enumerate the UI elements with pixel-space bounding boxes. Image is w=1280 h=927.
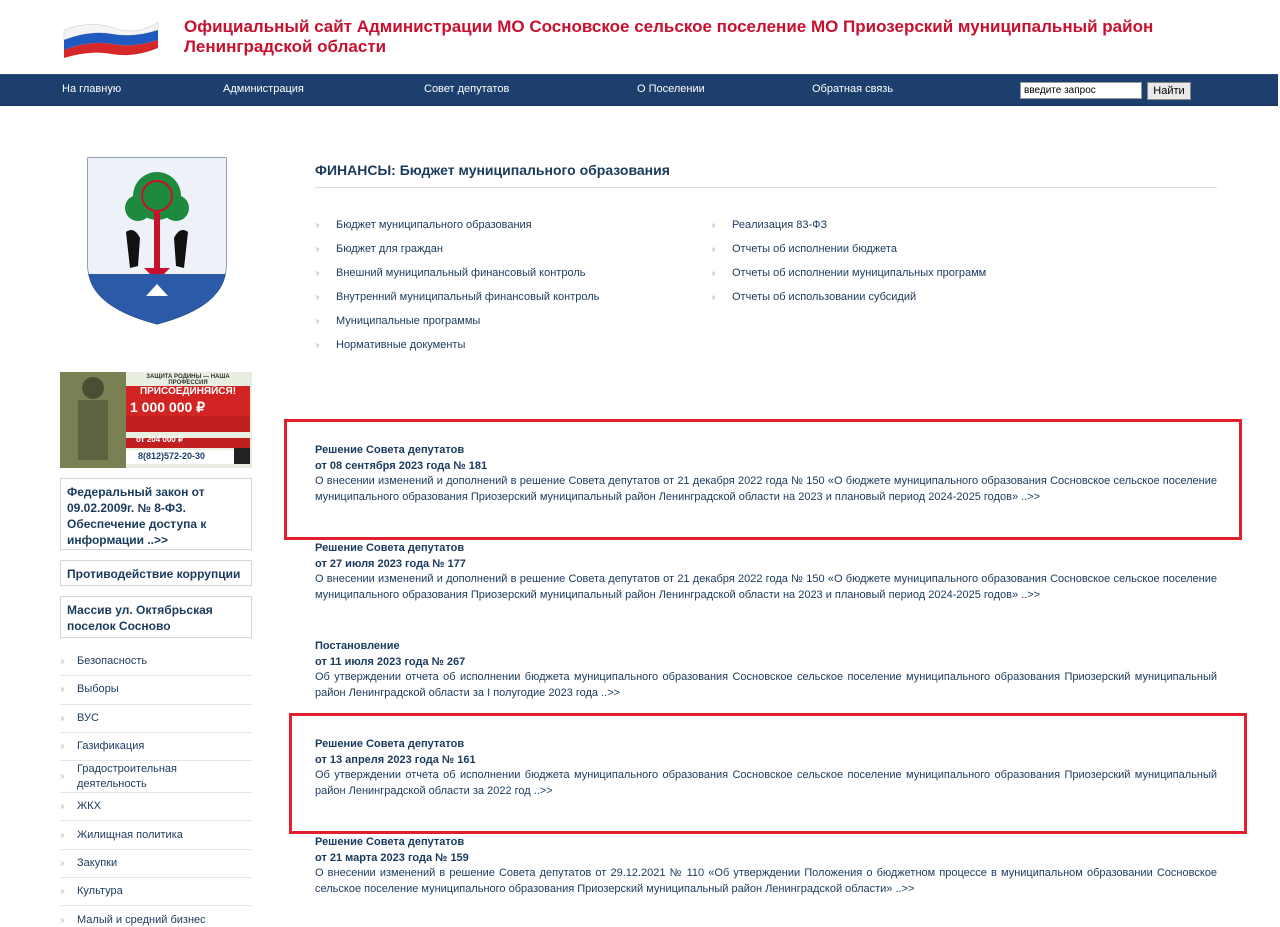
- news-text[interactable]: О внесении изменений и дополнений в решение Совета депутатов от 21 декабря 2022 года № 150 «О бюджете муниципального образования Сосновское сельское поселение муниципального образования Приозерский муниципальный район Ленинградской области на 2023 и плановый период 2024-2025 годов» ..>>: [315, 573, 1217, 601]
- sidebar-item-security[interactable]: ›› Безопасность: [60, 648, 252, 676]
- news-date: от 08 сентября 2023 года № 181: [315, 459, 488, 472]
- news-item: [315, 541, 1217, 603]
- highlight-box: [284, 419, 1242, 540]
- finance-link-citizens-budget[interactable]: ›› Бюджет для граждан: [315, 243, 443, 255]
- finance-links-left: [315, 213, 599, 357]
- double-chevron-icon: ››: [315, 339, 318, 351]
- sidebar-box-anticorruption[interactable]: Противодействие коррупции: [60, 560, 252, 586]
- news-text[interactable]: О внесении изменений в решение Совета депутатов от 29.12.2021 № 110 «Об утверждении Положения о бюджетном процессе в муниципальном образовании Сосновское сельское поселение муниципального образования Приозерский муниципальный район Ленинградской области» ..>>: [315, 867, 1217, 895]
- sidebar-box-federal-law[interactable]: Федеральный закон от 09.02.2009г. № 8-ФЗ. Обеспечение доступа к информации ..>>: [60, 478, 252, 550]
- double-chevron-icon: ››: [315, 267, 318, 279]
- sidebar-item-vus[interactable]: ›› ВУС: [60, 705, 252, 733]
- sidebar-item-urban-planning[interactable]: ›› Градостроительная деятельность: [60, 761, 252, 793]
- main-navbar: [0, 74, 1278, 106]
- sidebar-item-small-business[interactable]: ›› Малый и средний бизнес: [60, 906, 252, 927]
- banner-amount: 1 000 000 ₽: [130, 399, 206, 415]
- double-chevron-icon: ››: [60, 801, 63, 813]
- double-chevron-icon: ››: [711, 219, 714, 231]
- double-chevron-icon: ››: [60, 712, 63, 724]
- sidebar-item-elections[interactable]: ›› Выборы: [60, 676, 252, 704]
- double-chevron-icon: ››: [60, 829, 63, 841]
- finance-links-right: [711, 213, 986, 309]
- double-chevron-icon: ››: [315, 315, 318, 327]
- nav-home[interactable]: На главную: [62, 83, 122, 95]
- finance-link-program-reports[interactable]: ›› Отчеты об исполнении муниципальных программ: [711, 267, 987, 279]
- heading-divider: [315, 187, 1217, 188]
- coat-of-arms-image[interactable]: [86, 156, 228, 326]
- double-chevron-icon: ››: [315, 219, 318, 231]
- news-type[interactable]: Постановление: [315, 640, 400, 652]
- search-input[interactable]: [1020, 82, 1142, 99]
- double-chevron-icon: ››: [711, 267, 714, 279]
- sidebar-item-procurement[interactable]: ›› Закупки: [60, 850, 252, 878]
- news-type[interactable]: Решение Совета депутатов: [315, 836, 465, 848]
- news-date: от 11 июля 2023 года № 267: [315, 655, 466, 668]
- sidebar-item-housing-policy[interactable]: ›› Жилищная политика: [60, 821, 252, 849]
- sidebar-item-culture[interactable]: ›› Культура: [60, 878, 252, 906]
- site-title: Официальный сайт Администрации МО Сосновское сельское поселение МО Приозерский муниципальный район Ленинградской области: [184, 17, 1154, 56]
- finance-link-internal-control[interactable]: ›› Внутренний муниципальный финансовый контроль: [315, 291, 600, 303]
- news-date: от 21 марта 2023 года № 159: [315, 851, 469, 864]
- double-chevron-icon: ››: [711, 291, 714, 303]
- banner-line2: ПРИСОЕДИНЯЙСЯ!: [139, 386, 237, 397]
- sidebar-item-gasification[interactable]: ›› Газификация: [60, 733, 252, 761]
- double-chevron-icon: ››: [60, 886, 63, 898]
- double-chevron-icon: ››: [60, 741, 63, 753]
- news-type[interactable]: Решение Совета депутатов: [315, 444, 465, 456]
- banner-line1: ЗАЩИТА РОДИНЫ — НАША ПРОФЕССИЯ: [146, 374, 230, 386]
- nav-about[interactable]: О Поселении: [637, 83, 705, 95]
- finance-link-normative-docs[interactable]: ›› Нормативные документы: [315, 339, 466, 351]
- russian-flag-logo[interactable]: [60, 16, 160, 58]
- search-button[interactable]: Найти: [1147, 82, 1191, 100]
- double-chevron-icon: ››: [60, 914, 63, 926]
- news-text[interactable]: Об утверждении отчета об исполнении бюджета муниципального образования Сосновское сельское поселение муниципального образования Приозерский муниципальный район Ленинградской области за I полугодие 2023 года ..>>: [315, 671, 1217, 699]
- finance-link-budget-reports[interactable]: ›› Отчеты об исполнении бюджета: [711, 243, 897, 255]
- double-chevron-icon: ››: [315, 243, 318, 255]
- nav-administration[interactable]: Администрация: [223, 83, 304, 95]
- nav-feedback[interactable]: Обратная связь: [812, 83, 894, 95]
- page-title: ФИНАНСЫ: Бюджет муниципального образования: [315, 162, 670, 178]
- finance-link-external-control[interactable]: ›› Внешний муниципальный финансовый контроль: [315, 267, 586, 279]
- finance-link-budget[interactable]: ›› Бюджет муниципального образования: [315, 219, 532, 231]
- news-text[interactable]: Об утверждении отчета об исполнении бюджета муниципального образования Сосновское сельское поселение муниципального образования Приозерский муниципальный район Ленинградской области за 2022 год ..>>: [315, 769, 1217, 797]
- double-chevron-icon: ››: [711, 243, 714, 255]
- news-date: от 13 апреля 2023 года № 161: [315, 753, 476, 766]
- finance-link-programs[interactable]: ›› Муниципальные программы: [315, 315, 481, 327]
- double-chevron-icon: ››: [60, 656, 63, 668]
- news-item: [315, 835, 1217, 897]
- news-type[interactable]: Решение Совета депутатов: [315, 738, 465, 750]
- double-chevron-icon: ››: [60, 857, 63, 869]
- double-chevron-icon: ››: [60, 771, 63, 783]
- sidebar-menu: [60, 648, 252, 927]
- double-chevron-icon: ››: [315, 291, 318, 303]
- double-chevron-icon: ››: [60, 684, 63, 696]
- sidebar-item-housing-utilities[interactable]: ›› ЖКХ: [60, 793, 252, 821]
- site-header: [0, 0, 1280, 74]
- highlight-box: [289, 713, 1247, 834]
- nav-council[interactable]: Совет депутатов: [424, 83, 510, 95]
- finance-link-subsidy-reports[interactable]: ›› Отчеты об использовании субсидий: [711, 291, 917, 303]
- recruitment-banner[interactable]: [60, 372, 252, 468]
- news-date: от 27 июля 2023 года № 177: [315, 557, 466, 570]
- banner-salary: от 204 000 ₽: [136, 435, 184, 444]
- news-text[interactable]: О внесении изменений и дополнений в решение Совета депутатов от 21 декабря 2022 года № 150 «О бюджете муниципального образования Сосновское сельское поселение муниципального образования Приозерский муниципальный район Ленинградской области на 2023 и плановый период 2024-2025 годов» ..>>: [315, 475, 1217, 503]
- sidebar-box-oktyabrskaya[interactable]: Массив ул. Октябрьская поселок Сосново: [60, 596, 252, 638]
- finance-link-83fz[interactable]: ›› Реализация 83-ФЗ: [711, 219, 828, 231]
- news-item: [315, 639, 1217, 701]
- news-type[interactable]: Решение Совета депутатов: [315, 542, 465, 554]
- banner-phone: 8(812)572-20-30: [138, 451, 206, 461]
